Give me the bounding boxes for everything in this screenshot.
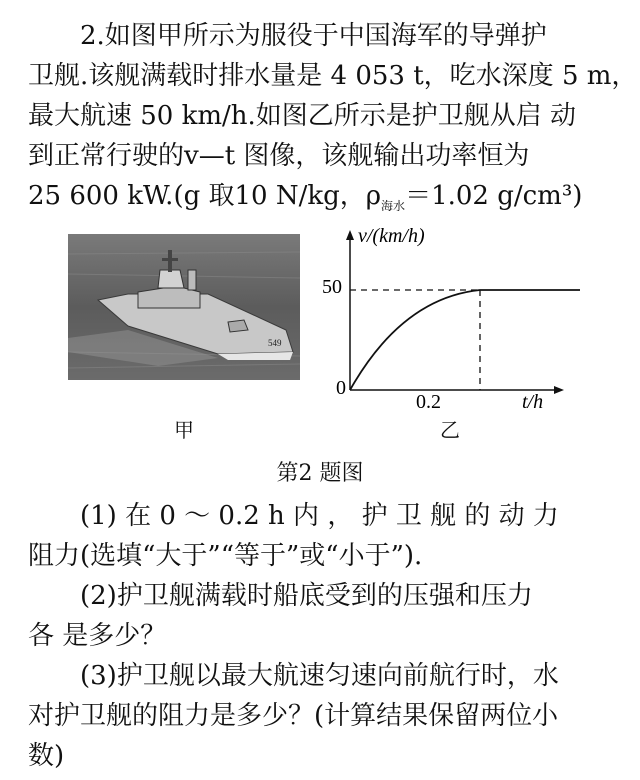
question-2-line-2: 各 是多少？ [28, 621, 167, 651]
problem-line-5-b: ＝1.02 g/cm³) [405, 181, 583, 211]
x-axis-arrow [554, 386, 564, 394]
problem-line-2: 卫舰.该舰满载时排水量是 4 053 t，吃水深度 5 m， [28, 61, 638, 91]
y-axis-label: v/(km/h) [358, 225, 425, 247]
question-3-line-1: (3)护卫舰以最大航速匀速向前航行时，水 [80, 661, 559, 691]
question-2-line-1: (2)护卫舰满载时船底受到的压强和压力 [80, 581, 533, 611]
y-tick-label: 50 [322, 276, 342, 298]
questions [28, 496, 610, 776]
question-1-line-1: (1) 在 0 ～ 0.2 h 内 ， 护 卫 舰 的 动 力 [80, 501, 559, 531]
caption-yi: 乙 [440, 418, 460, 442]
x-tick-label: 0.2 [416, 391, 441, 413]
problem-line-1: 2.如图甲所示为服役于中国海军的导弹护 [80, 21, 547, 51]
origin-label: 0 [336, 377, 346, 399]
svg-text:549: 549 [268, 338, 282, 348]
caption-jia: 甲 [174, 418, 194, 442]
problem-line-3: 最大航速 50 km/h.如图乙所示是护卫舰从启 动 [28, 101, 577, 131]
question-3-line-3: 数) [28, 741, 65, 771]
figure [0, 222, 640, 482]
frigate-photo [68, 234, 300, 380]
question-3-line-2: 对护卫舰的阻力是多少？(计算结果保留两位小 [28, 701, 559, 731]
problem-line-5-a: 25 600 kW.(g 取10 N/kg，ρ [28, 181, 382, 211]
figure-title: 第2 题图 [276, 461, 364, 486]
problem-line-4: 到正常行驶的v—t 图像，该舰输出功率恒为 [28, 141, 530, 171]
y-axis-arrow [346, 230, 354, 240]
rho-subscript: 海水 [381, 199, 406, 214]
series-line [350, 290, 580, 390]
problem-statement [28, 16, 638, 226]
x-axis-label: t/h [522, 391, 544, 413]
problem-line-5 [28, 176, 610, 226]
vt-chart [300, 222, 580, 422]
question-1-line-2: 阻力(选填“大于”“等于”或“小于”). [28, 541, 423, 571]
